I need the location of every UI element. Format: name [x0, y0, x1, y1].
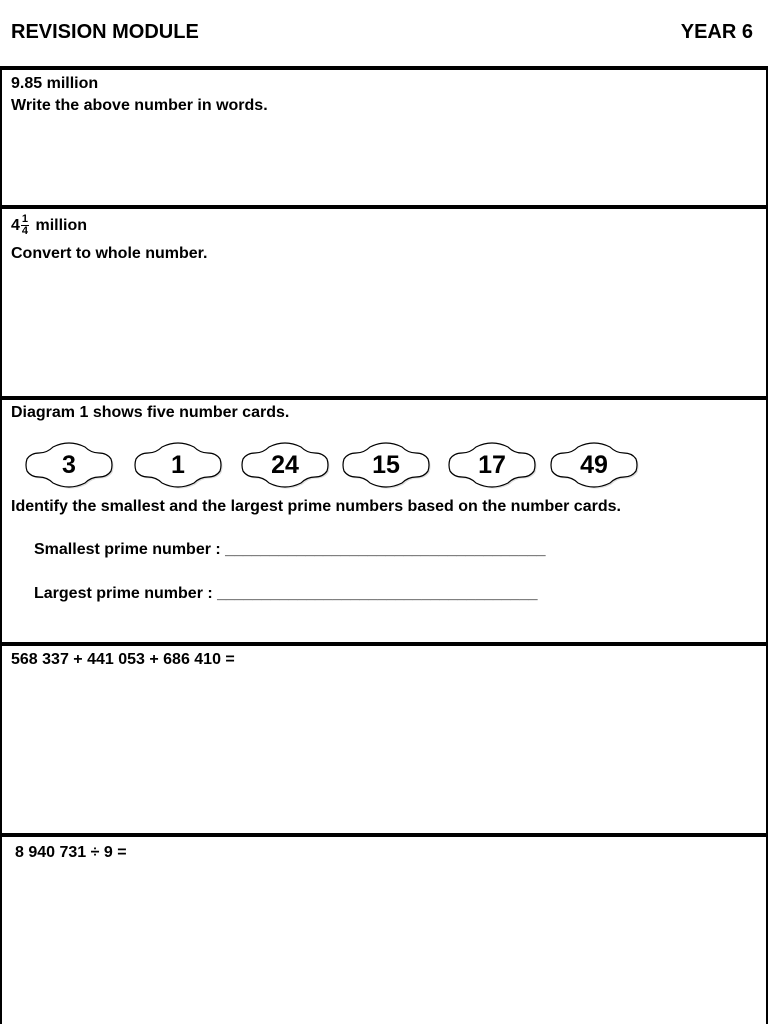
divider [0, 205, 768, 209]
number-card [132, 441, 224, 489]
number-card [23, 441, 115, 489]
question-box-3 [0, 396, 768, 646]
q2-numerator: 1 [21, 213, 29, 226]
q2-unit: million [31, 217, 88, 234]
q1-instruction: Write the above number in words. [11, 97, 268, 114]
module-title: REVISION MODULE [11, 21, 199, 43]
number-card-value: 3 [62, 450, 76, 479]
q2-whole: 4 [11, 217, 20, 234]
question-box-1 [0, 66, 768, 207]
question-box-2 [0, 205, 768, 399]
divider [0, 66, 768, 70]
q3-intro: Diagram 1 shows five number cards. [11, 404, 290, 421]
number-card [548, 441, 640, 489]
smallest-prime-answer-line[interactable]: Smallest prime number : ____________________________________ [34, 541, 546, 558]
largest-prime-answer-line[interactable]: Largest prime number : ____________________________________ [34, 585, 538, 602]
page-header [0, 0, 768, 66]
number-card [239, 441, 331, 489]
q5-expression: 8 940 731 ÷ 9 = [15, 844, 127, 861]
number-card-value: 17 [478, 450, 506, 479]
divider [0, 396, 768, 400]
q3-instruction: Identify the smallest and the largest prime numbers based on the number cards. [11, 498, 621, 515]
q4-expression: 568 337 + 441 053 + 686 410 = [11, 651, 235, 668]
q2-instruction: Convert to whole number. [11, 245, 208, 262]
question-box-4 [0, 643, 768, 837]
number-card [446, 441, 538, 489]
number-card-value: 49 [580, 450, 608, 479]
q2-mixed-number [11, 213, 87, 239]
divider [0, 833, 768, 837]
q1-number: 9.85 million [11, 75, 99, 92]
number-card [340, 441, 432, 489]
year-label: YEAR 6 [680, 21, 753, 43]
number-card-value: 24 [271, 450, 299, 479]
number-card-value: 1 [171, 450, 185, 479]
number-card-value: 15 [372, 450, 400, 479]
q2-fraction [21, 214, 29, 237]
q2-denominator: 4 [21, 225, 29, 238]
divider [0, 642, 768, 646]
